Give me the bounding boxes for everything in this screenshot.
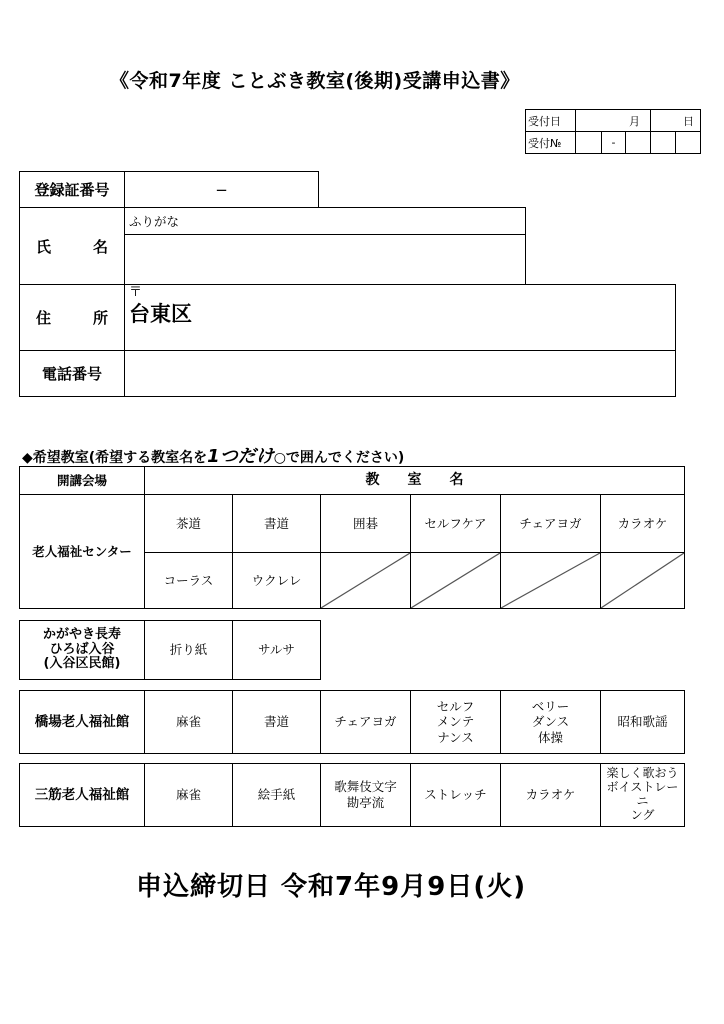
address-label-1: 住	[36, 309, 52, 327]
class-option[interactable]: 昭和歌謡	[601, 691, 685, 754]
class-option[interactable]: 麻雀	[145, 691, 233, 754]
class-option[interactable]: 歌舞伎文字 勘亭流	[321, 764, 411, 827]
classes-table-hashiba	[19, 690, 685, 754]
name-field[interactable]	[124, 234, 526, 285]
class-option[interactable]: セルフ メンテ ナンス	[411, 691, 501, 754]
class-section-heading	[22, 442, 404, 468]
reception-month-label: 月	[576, 110, 651, 132]
class-option[interactable]: 書道	[233, 495, 321, 553]
class-option[interactable]: チェアヨガ	[501, 495, 601, 553]
deadline-text: 申込締切日 令和7年9月9日(火)	[136, 872, 527, 902]
phone-field[interactable]	[124, 350, 676, 397]
address-label-cell	[19, 284, 125, 351]
classes-header-row	[20, 467, 685, 495]
venue-1-row-1	[20, 495, 685, 553]
class-option[interactable]: 書道	[233, 691, 321, 754]
class-option[interactable]: 囲碁	[321, 495, 411, 553]
class-option[interactable]: 楽しく歌おう ボイストレーニ ング	[601, 764, 685, 827]
empty-slashed-cell	[501, 553, 601, 609]
address-value: 台東区	[129, 302, 192, 326]
class-option[interactable]: 折り紙	[145, 621, 233, 680]
classes-table-main	[19, 466, 685, 609]
class-option[interactable]: 絵手紙	[233, 764, 321, 827]
class-option[interactable]: サルサ	[233, 621, 321, 680]
reception-number-label: 受付№	[526, 132, 576, 154]
furigana-label: ふりがな	[129, 214, 180, 229]
class-option[interactable]: チェアヨガ	[321, 691, 411, 754]
postal-mark: 〒	[129, 285, 143, 300]
address-label-2: 所	[92, 309, 108, 327]
venue-3-name: 橋場老人福祉館	[20, 691, 145, 754]
venue-2-name-line: ひろば入谷	[49, 641, 115, 657]
page-title: 《令和7年度 ことぶき教室(後期)受講申込書》	[110, 70, 520, 92]
reception-box	[525, 109, 701, 154]
reception-date-row	[526, 110, 701, 132]
classroom-header: 教 室 名	[145, 467, 685, 495]
class-option[interactable]: ベリー ダンス 体操	[501, 691, 601, 754]
class-option[interactable]: コーラス	[145, 553, 233, 609]
venue-2-name-line: (入谷区民館)	[43, 656, 121, 672]
heading-suffix: ○で囲んでください)	[273, 450, 405, 466]
phone-label-cell	[19, 350, 125, 397]
name-label-2: 名	[92, 237, 108, 256]
classes-table-kagayaki	[19, 620, 321, 680]
venue-4-name: 三筋老人福祉館	[20, 764, 145, 827]
reception-number-cell[interactable]	[626, 132, 651, 154]
class-option[interactable]: カラオケ	[501, 764, 601, 827]
venue-2-name	[20, 621, 145, 680]
class-option[interactable]: 麻雀	[145, 764, 233, 827]
reception-number-cell[interactable]	[651, 132, 676, 154]
reception-number-dash: -	[602, 132, 626, 154]
class-option[interactable]: カラオケ	[601, 495, 685, 553]
empty-slashed-cell	[411, 553, 501, 609]
class-option[interactable]: ストレッチ	[411, 764, 501, 827]
venue-2-name-line: かがやき長寿	[42, 626, 121, 642]
reception-number-cell[interactable]	[576, 132, 602, 154]
name-label-cell	[19, 207, 125, 285]
heading-emphasis: 1つだけ	[207, 446, 274, 467]
name-label-1: 氏	[36, 237, 52, 256]
venue-header: 開講会場	[20, 467, 145, 495]
heading-prefix: ◆希望教室(希望する教室名を	[22, 450, 208, 466]
reception-number-row	[526, 132, 701, 154]
registration-number-label: 登録証番号	[20, 172, 125, 208]
empty-slashed-cell	[601, 553, 685, 609]
furigana-field[interactable]	[124, 207, 526, 235]
phone-label: 電話番号	[41, 365, 102, 383]
address-field[interactable]	[124, 284, 676, 351]
reception-number-cell[interactable]	[676, 132, 701, 154]
reception-date-label: 受付日	[526, 110, 576, 132]
registration-number-field[interactable]: −	[125, 172, 319, 208]
empty-slashed-cell	[321, 553, 411, 609]
reception-day-label: 日	[651, 110, 701, 132]
registration-number-table	[19, 171, 319, 208]
class-option[interactable]: セルフケア	[411, 495, 501, 553]
class-option[interactable]: 茶道	[145, 495, 233, 553]
class-option[interactable]: ウクレレ	[233, 553, 321, 609]
venue-1-name: 老人福祉センター	[20, 495, 145, 609]
classes-table-misuji	[19, 763, 685, 827]
